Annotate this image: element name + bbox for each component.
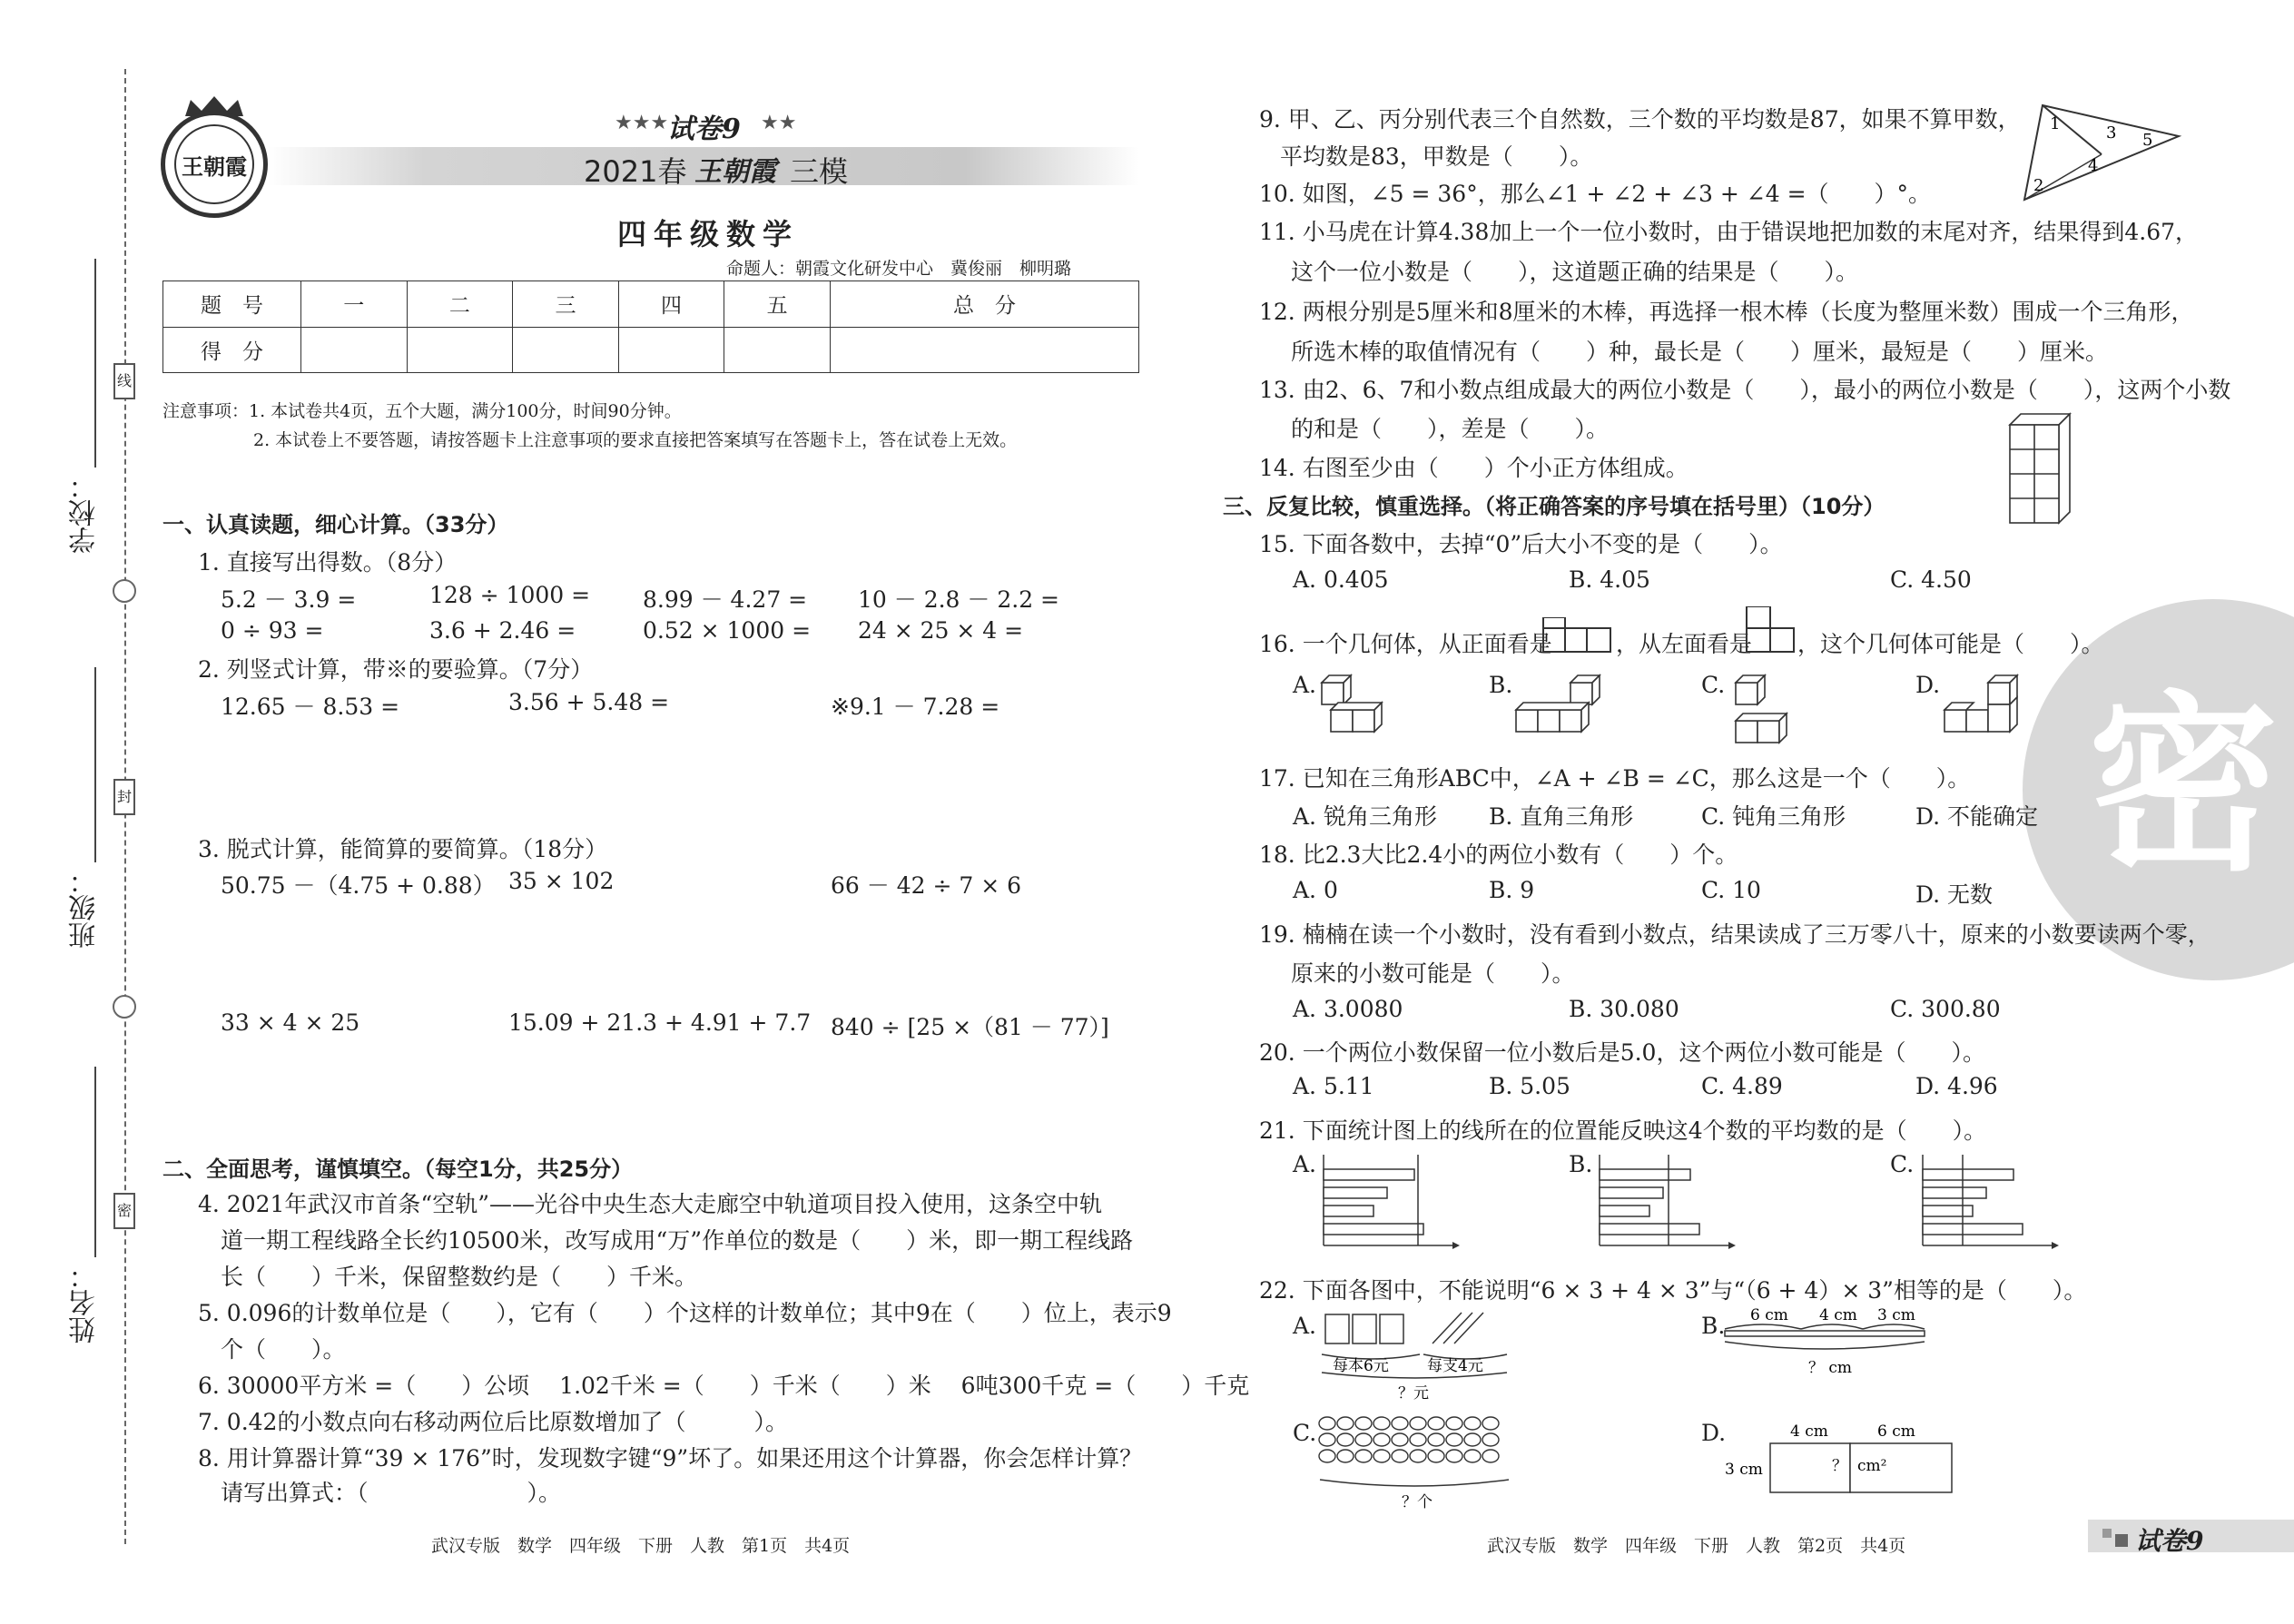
oval-item: [1410, 1450, 1426, 1462]
svg-text:3 cm: 3 cm: [1725, 1461, 1763, 1479]
q20-line: 20. 一个两位小数保留一位小数后是5.0，这个两位小数可能是（ ）。: [1259, 1039, 1985, 1066]
oval-item: [1355, 1450, 1372, 1462]
q3-title: 3. 脱式计算，能简算的要简算。（18分）: [198, 836, 608, 862]
svg-text:cm²: cm²: [1857, 1457, 1887, 1475]
q18-option-c[interactable]: C. 10: [1701, 877, 1761, 903]
q22-option-a[interactable]: A.: [1293, 1313, 1317, 1339]
q3-item: 35 × 102: [508, 868, 615, 894]
q14-line: 14. 右图至少由（ ）个小正方体组成。: [1259, 455, 1689, 481]
oval-item: [1410, 1433, 1426, 1446]
oval-item: [1482, 1433, 1499, 1446]
q1-item: 24 × 25 × 4 =: [858, 617, 1024, 644]
q22-figure-c: [1314, 1414, 1523, 1514]
q19-option-c[interactable]: C. 300.80: [1890, 996, 2001, 1022]
series-label: 试卷9: [667, 113, 741, 145]
svg-text:4 cm: 4 cm: [1819, 1307, 1857, 1324]
class-field-label: 班级：: [69, 867, 101, 949]
q10-line: 10. 如图，∠5 = 36°，那么∠1 + ∠2 + ∠3 + ∠4 =（ ）°。: [1259, 181, 1932, 207]
q5-line: 个（ ）。: [221, 1336, 346, 1363]
q19-option-b[interactable]: B. 30.080: [1569, 996, 1679, 1022]
notes-line-2: 2. 本试卷上不要答题，请按答题卡上注意事项的要求直接把答案填写在答题卡上，答在试卷上无效。: [253, 430, 1018, 450]
brand-logo: 王朝霞: [161, 111, 268, 218]
cube-stack-figure: [2004, 405, 2095, 527]
q11-line: 这个一位小数是（ ），这道题正确的结果是（ ）。: [1291, 259, 1859, 285]
q3-item: 840 ÷ [25 ×（81 － 77）]: [831, 1014, 1109, 1040]
oval-item: [1446, 1417, 1462, 1430]
q22-line: 22. 下面各图中，不能说明“6 × 3 + 4 × 3”与“（6 + 4）× 3”相等的是（ ）。: [1259, 1277, 2087, 1304]
q1-item: 0 ÷ 93 =: [221, 617, 324, 644]
q21-chart-c: [1915, 1151, 2061, 1253]
q16-front-view: [1541, 617, 1614, 654]
q8-line: 8. 用计算器计算“39 × 176”时，发现数字键“9”坏了。如果还用这个计算器，你会怎样计算？: [198, 1445, 1143, 1471]
q22-option-d[interactable]: D.: [1701, 1420, 1727, 1446]
q1-item: 10 － 2.8 － 2.2 =: [858, 586, 1060, 613]
section-3-title: 三、反复比较，慎重选择。（将正确答案的序号填在括号里）（10分）: [1223, 494, 1885, 519]
q16-shape-a: [1316, 670, 1398, 735]
q2-item: 3.56 + 5.48 =: [508, 689, 670, 715]
stars-left: ★★★: [615, 112, 669, 134]
binding-char-line: 线: [113, 363, 135, 399]
q18-option-b[interactable]: B. 9: [1489, 877, 1535, 903]
svg-text:1: 1: [2050, 114, 2061, 133]
oval-item: [1428, 1417, 1444, 1430]
q16-shape-b: [1511, 670, 1610, 735]
q16-text-c: ，这个几何体可能是（ ）。: [1797, 631, 2104, 657]
svg-text:2: 2: [2033, 176, 2044, 195]
score-row-label: 得 分: [163, 327, 301, 373]
q18-option-d[interactable]: D. 无数: [1915, 881, 1994, 908]
score-cell[interactable]: [724, 327, 831, 373]
score-cell[interactable]: [830, 327, 1138, 373]
q20-option-c[interactable]: C. 4.89: [1701, 1073, 1783, 1099]
q4-line: 长（ ）千米，保留整数约是（ ）千米。: [221, 1264, 698, 1290]
q15-option-b[interactable]: B. 4.05: [1569, 566, 1650, 593]
q20-option-b[interactable]: B. 5.05: [1489, 1073, 1570, 1099]
q1-title: 1. 直接写出得数。（8分）: [198, 549, 458, 576]
svg-text:？ cm: ？ cm: [1808, 1359, 1853, 1377]
school-field-label: 学校：: [69, 472, 101, 554]
svg-text:？元: ？元: [1398, 1384, 1429, 1403]
q22-figure-a: [1316, 1307, 1534, 1407]
q20-option-d[interactable]: D. 4.96: [1915, 1073, 1998, 1099]
score-header: 二: [407, 281, 513, 328]
oval-item: [1373, 1450, 1390, 1462]
q3-item: 66 － 42 ÷ 7 × 6: [831, 872, 1022, 899]
q2-item: 12.65 － 8.53 =: [221, 694, 400, 720]
q12-line: 12. 两根分别是5厘米和8厘米的木棒，再选择一根木棒（长度为整厘米数）围成一个三角形，: [1259, 299, 2194, 325]
svg-text:4: 4: [2088, 156, 2099, 175]
binding-hole: [113, 579, 136, 603]
q1-item: 128 ÷ 1000 =: [429, 582, 591, 608]
score-cell[interactable]: [513, 327, 619, 373]
q19-line: 原来的小数可能是（ ）。: [1291, 960, 1575, 987]
seal-char: 密: [2088, 673, 2279, 897]
q1-item: 8.99 － 4.27 =: [643, 586, 808, 613]
svg-text:4 cm: 4 cm: [1790, 1422, 1828, 1441]
oval-item: [1337, 1433, 1354, 1446]
exam-round: 三模: [790, 154, 849, 189]
triangle-figure: [2015, 98, 2188, 207]
q13-line: 的和是（ ），差是（ ）。: [1291, 416, 1610, 442]
q17-option-d[interactable]: D. 不能确定: [1915, 803, 2039, 830]
svg-text:3: 3: [2106, 123, 2117, 143]
q22-figure-b: [1721, 1307, 1939, 1380]
score-header: 五: [724, 281, 831, 328]
oval-item: [1410, 1417, 1426, 1430]
oval-item: [1464, 1417, 1481, 1430]
q3-item: 33 × 4 × 25: [221, 1009, 360, 1036]
oval-item: [1446, 1450, 1462, 1462]
q16-left-view: [1745, 606, 1796, 654]
score-header: 总 分: [830, 281, 1138, 328]
q2-title: 2. 列竖式计算，带※的要验算。（7分）: [198, 656, 594, 683]
oval-item: [1355, 1417, 1372, 1430]
q4-line: 道一期工程线路全长约10500米，改写成用“万”作单位的数是（ ）米，即一期工程线路: [221, 1227, 1134, 1254]
oval-item: [1464, 1433, 1481, 1446]
q7-line: 7. 0.42的小数点向右移动两位后比原数增加了（ ）。: [198, 1409, 788, 1435]
q21-line: 21. 下面统计图上的线所在的位置能反映这4个数的平均数的是（ ）。: [1259, 1117, 1987, 1144]
q20-option-a[interactable]: A. 5.11: [1293, 1073, 1374, 1099]
section-1-title: 一、认真读题，细心计算。（33分）: [162, 512, 509, 537]
score-header: 一: [301, 281, 408, 328]
q1-item: 5.2 － 3.9 =: [221, 586, 357, 613]
class-field-line[interactable]: [94, 667, 96, 862]
oval-item: [1392, 1433, 1408, 1446]
oval-item: [1373, 1417, 1390, 1430]
q22-option-c[interactable]: C.: [1293, 1420, 1317, 1446]
q18-line: 18. 比2.3大比2.4小的两位小数有（ ）个。: [1259, 842, 1738, 868]
svg-text:5: 5: [2142, 131, 2153, 150]
page-footer-left: 武汉专版 数学 四年级 下册 人教 第1页 共4页: [431, 1536, 851, 1556]
school-field-line[interactable]: [94, 259, 96, 468]
score-cell[interactable]: [407, 327, 513, 373]
q16-option-a[interactable]: A.: [1293, 672, 1317, 698]
svg-text:每本6元: 每本6元: [1333, 1357, 1389, 1375]
q21-option-c[interactable]: C.: [1890, 1151, 1915, 1177]
q3-item: 50.75 －（4.75 + 0.88）: [221, 872, 496, 899]
oval-item: [1319, 1450, 1335, 1462]
q15-line: 15. 下面各数中，去掉“0”后大小不变的是（ ）。: [1259, 531, 1783, 557]
q5-line: 5. 0.096的计数单位是（ ），它有（ ）个这样的计数单位；其中9在（ ）位上，表示9: [198, 1300, 1172, 1326]
oval-item: [1373, 1433, 1390, 1446]
page-title: 四年级数学: [617, 217, 800, 251]
exam-year: 2021春: [584, 154, 687, 189]
oval-item: [1337, 1417, 1354, 1430]
q17-option-c[interactable]: C. 钝角三角形: [1701, 803, 1846, 830]
q16-option-d[interactable]: D.: [1915, 672, 1941, 698]
q17-option-a[interactable]: A. 锐角三角形: [1293, 803, 1437, 830]
score-header: 三: [513, 281, 619, 328]
oval-item: [1482, 1450, 1499, 1462]
svg-text:？: ？: [1832, 1457, 1847, 1475]
svg-text:？个: ？个: [1402, 1493, 1433, 1511]
oval-item: [1392, 1417, 1408, 1430]
q2-item: ※9.1 － 7.28 =: [831, 694, 1000, 720]
q9-line: 平均数是83，甲数是（ ）。: [1280, 143, 1593, 170]
q17-option-b[interactable]: B. 直角三角形: [1489, 803, 1634, 830]
q6-line: 6. 30000平方米 =（ ）公顷 1.02千米 =（ ）千米（ ）米 6吨300千克 =（ ）千克: [198, 1373, 1250, 1399]
stars-right: ★★: [761, 112, 797, 134]
q15-option-a[interactable]: A. 0.405: [1293, 566, 1389, 593]
oval-item: [1446, 1433, 1462, 1446]
q16-option-b[interactable]: B.: [1489, 672, 1513, 698]
q12-line: 所选木棒的取值情况有（ ）种，最长是（ ）厘米，最短是（ ）厘米。: [1291, 339, 2109, 365]
binding-hole: [113, 995, 136, 1019]
oval-item: [1428, 1450, 1444, 1462]
q4-line: 4. 2021年武汉市首条“空轨”——光谷中央生态大走廊空中轨道项目投入使用，这条空中轨: [198, 1191, 1102, 1217]
q15-option-c[interactable]: C. 4.50: [1890, 566, 1972, 593]
brand-name: 王朝霞: [694, 156, 776, 188]
footer-tag-square: [2102, 1529, 2112, 1538]
page-footer-right: 武汉专版 数学 四年级 下册 人教 第2页 共4页: [1487, 1536, 1906, 1556]
q3-item: 15.09 + 21.3 + 4.91 + 7.7: [508, 1009, 812, 1036]
q18-option-a[interactable]: A. 0: [1293, 877, 1338, 903]
oval-item: [1337, 1450, 1354, 1462]
oval-item: [1482, 1417, 1499, 1430]
svg-text:每支4元: 每支4元: [1427, 1357, 1483, 1375]
oval-item: [1319, 1417, 1335, 1430]
name-field-label: 姓名：: [69, 1262, 101, 1343]
score-header: 四: [618, 281, 724, 328]
q13-line: 13. 由2、6、7和小数点组成最大的两位小数是（ ），最小的两位小数是（ ），这两个小数: [1259, 377, 2231, 403]
q16-text-a: 16. 一个几何体，从正面看是: [1259, 631, 1552, 657]
q16-shape-d: [1937, 670, 2037, 735]
q16-option-c[interactable]: C.: [1701, 672, 1726, 698]
footer-tag: 试卷9: [2135, 1526, 2204, 1556]
score-header: 题 号: [163, 281, 301, 328]
oval-item: [1355, 1433, 1372, 1446]
q21-option-a[interactable]: A.: [1293, 1151, 1317, 1177]
q9-line: 9. 甲、乙、丙分别代表三个自然数，三个数的平均数是87，如果不算甲数，: [1259, 106, 2021, 133]
svg-text:6 cm: 6 cm: [1877, 1422, 1915, 1441]
q22-option-b[interactable]: B.: [1701, 1313, 1726, 1339]
q21-option-b[interactable]: B.: [1569, 1151, 1593, 1177]
binding-char-seal: 封: [113, 779, 135, 815]
q16-text-b: ，从左面看是: [1616, 631, 1753, 657]
q21-chart-a: [1316, 1151, 1462, 1253]
oval-item: [1428, 1433, 1444, 1446]
q1-item: 0.52 × 1000 =: [643, 617, 812, 644]
q1-item: 3.6 + 2.46 =: [429, 617, 576, 644]
q21-chart-b: [1592, 1151, 1738, 1253]
q19-option-a[interactable]: A. 3.0080: [1293, 996, 1403, 1022]
oval-item: [1319, 1433, 1335, 1446]
score-cell[interactable]: [618, 327, 724, 373]
svg-text:6 cm: 6 cm: [1750, 1307, 1788, 1324]
binding-char-secret: 密: [113, 1193, 135, 1229]
q16-shape-c: [1727, 670, 1808, 748]
footer-tag-square: [2115, 1534, 2128, 1547]
q22-figure-d: [1721, 1418, 1957, 1509]
authors: 命题人：朝霞文化研发中心 冀俊丽 柳明璐: [726, 259, 1072, 279]
q17-line: 17. 已知在三角形ABC中，∠A + ∠B = ∠C，那么这是一个（ ）。: [1259, 765, 1971, 792]
notes-line-1: 注意事项：1. 本试卷共4页，五个大题，满分100分，时间90分钟。: [162, 401, 682, 421]
oval-item: [1392, 1450, 1408, 1462]
name-field-line[interactable]: [94, 1067, 96, 1257]
oval-item: [1464, 1450, 1481, 1462]
q11-line: 11. 小马虎在计算4.38加上一个一位小数时，由于错误地把加数的末尾对齐，结果得到4.67，: [1259, 219, 2199, 245]
score-cell[interactable]: [301, 327, 408, 373]
q8-line: 请写出算式：（ ）。: [221, 1480, 562, 1506]
section-2-title: 二、全面思考，谨慎填空。（每空1分，共25分）: [162, 1156, 634, 1182]
q19-line: 19. 楠楠在读一个小数时，没有看到小数点，结果读成了三万零八十，原来的小数要读两个零，: [1259, 921, 2210, 948]
score-table: [162, 281, 1139, 373]
svg-text:3 cm: 3 cm: [1877, 1307, 1915, 1324]
